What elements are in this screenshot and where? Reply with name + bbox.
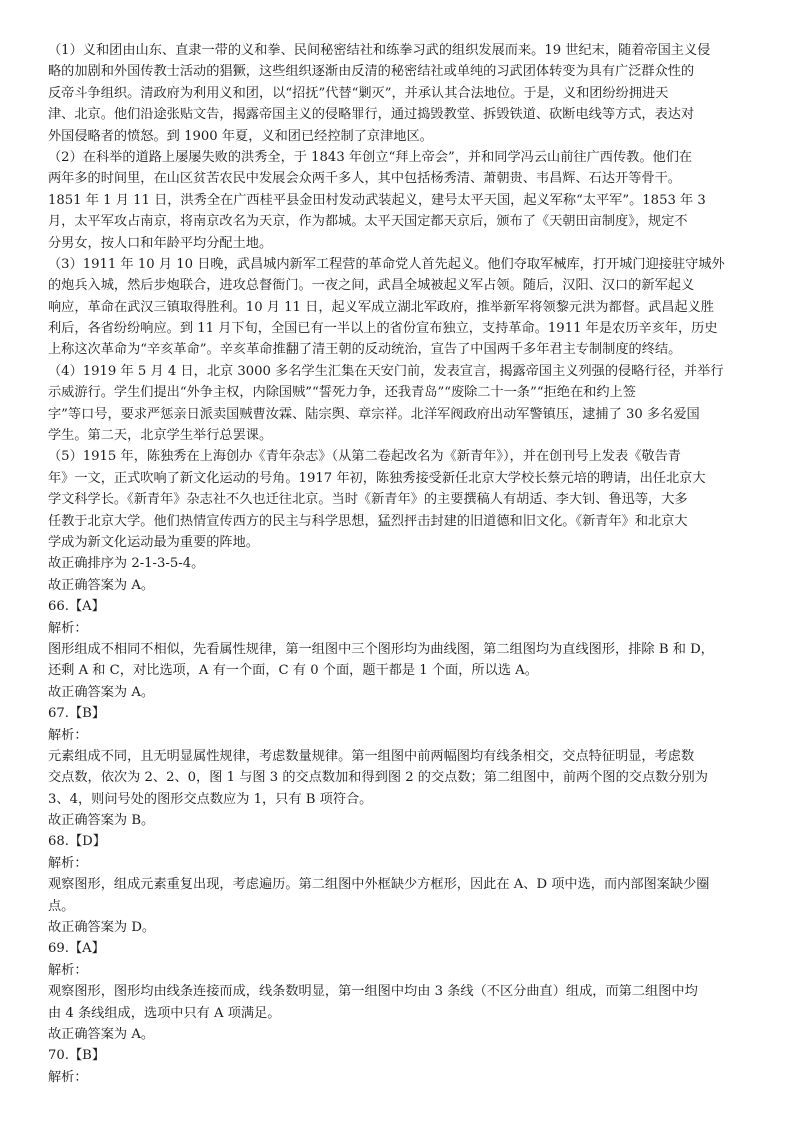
text-line: 上称这次革命为“辛亥革命”。辛亥革命推翻了清王朝的反动统治，宣告了中国两千多年君主专制制度的终结。 (48, 342, 682, 358)
text-line: 任教于北京大学。他们热情宣传西方的民主与科学思想，猛烈抨击封建的旧道德和旧文化。《新青年》和北京大 (48, 513, 688, 529)
text-line: 观察图形，图形均由线条连接而成，线条数明显，第一组图中均由 3 条线（不区分曲直）组成，而第二组图中均 (48, 984, 698, 1000)
text-line: 图形组成不相同不相似，先看属性规律，第一组图中三个图形均为曲线图，第二组图均为直线图形，排除 B 和 D， (48, 641, 714, 657)
text-line: 年》一文，正式吹响了新文化运动的号角。1917 年初，陈独秀接受新任北京大学校长蔡元培的聘请，出任北京大 (48, 470, 706, 486)
text-line: （4）1919 年 5 月 4 日，北京 3000 多名学生汇集在天安门前，发表宣言，揭露帝国主义列强的侵略行径，并举行 (48, 363, 724, 379)
text-line: 学成为新文化运动最为重要的阵地。 (48, 534, 259, 550)
text-line: （3）1911 年 10 月 10 日晚，武昌城内新军工程营的革命党人首先起义。他们夺取军械库，打开城门迎接驻守城外 (48, 256, 725, 272)
text-line: 还剩 A 和 C，对比选项，A 有一个面，C 有 0 个面，题干都是 1 个面，所以选 A。 (48, 663, 538, 679)
text-line: 利后，各省纷纷响应。到 11 月下旬，全国已有一半以上的省份宣布独立，支持革命。1911 年是农历辛亥年，历史 (48, 321, 718, 337)
text-line: 3、4，则问号处的图形交点数应为 1，只有 B 项符合。 (48, 791, 373, 807)
text-line: 外国侵略者的愤怒。到 1900 年夏，义和团已经控制了京津地区。 (48, 128, 433, 144)
text-line: 故正确排序为 2-1-3-5-4。 (48, 556, 205, 572)
text-line: 67.【B】 (48, 706, 106, 722)
text-line: 津、北京。他们沿途张贴文告，揭露帝国主义的侵略罪行，通过捣毁教堂、拆毁铁道、砍断电线等方式，表达对 (48, 107, 695, 123)
text-line: 故正确答案为 B。 (48, 813, 155, 829)
text-line: 示威游行。学生们提出“外争主权，内除国贼”“誓死力争，还我青岛”“废除二十一条”“拒绝在和约上签 (48, 385, 636, 401)
text-line: 两年多的时间里，在山区贫苦农民中发展会众两千多人，其中包括杨秀清、萧朝贵、韦昌辉、石达开等骨干。 (48, 171, 681, 187)
text-line: 解析： (48, 855, 88, 871)
text-line: （5）1915 年，陈独秀在上海创办《青年杂志》（从第二卷起改名为《新青年》），并在创刊号上发表《敬告青 (48, 449, 681, 465)
document-body (48, 40, 770, 1088)
text-line: 交点数，依次为 2、2、0，图 1 与图 3 的交点数加和得到图 2 的交点数；第二组图中，前两个图的交点数分别为 (48, 770, 708, 786)
text-line: 由 4 条线组成，选项中只有 A 项满足。 (48, 1005, 281, 1021)
text-line: 反帝斗争组织。清政府为利用义和团，以“招抚”代替“剿灭”，并承认其合法地位。于是，义和团纷纷拥进天 (48, 85, 669, 101)
text-line: 解析： (48, 962, 88, 978)
text-line: 学文科学长。《新青年》杂志社不久也迁往北京。当时《新青年》的主要撰稿人有胡适、李大钊、鲁迅等，大多 (48, 492, 688, 508)
text-line: 68.【D】 (48, 834, 106, 850)
text-line: 分男女，按人口和年龄平均分配土地。 (48, 235, 273, 251)
text-line: 故正确答案为 A。 (48, 1026, 155, 1042)
text-line: 学生。第二天，北京学生举行总罢课。 (48, 428, 273, 444)
text-line: 响应，革命在武汉三镇取得胜利。10 月 11 日，起义军成立湖北军政府，推举新军将领黎元洪为都督。武昌起义胜 (48, 299, 714, 315)
text-line: 元素组成不同，且无明显属性规律，考虑数量规律。第一组图中前两幅图均有线条相交，交点特征明显，考虑数 (48, 748, 695, 764)
text-line: 69.【A】 (48, 941, 105, 957)
text-line: 70.【B】 (48, 1048, 106, 1064)
text-line: 的炮兵入城，然后步炮联合，进攻总督衙门。一夜之间，武昌全城被起义军占领。随后，汉阳、汉口的新军起义 (48, 278, 695, 294)
text-line: 故正确答案为 A。 (48, 577, 155, 593)
text-line: 解析： (48, 620, 88, 636)
text-line: 故正确答案为 D。 (48, 920, 156, 936)
text-line: 略的加剧和外国传教士活动的猖獗，这些组织逐渐由反清的秘密结社或单纯的习武团体转变为具有广泛群众性的 (48, 64, 695, 80)
text-line: 1851 年 1 月 11 日，洪秀全在广西桂平县金田村发动武装起义，建号太平天国，起义军称“太平军”。1853 年 3 (48, 192, 706, 208)
text-line: 解析： (48, 727, 88, 743)
text-line: 月，太平军攻占南京，将南京改名为天京，作为都城。太平天国定都天京后，颁布了《天朝田亩制度》，规定不 (48, 214, 688, 230)
text-line: 故正确答案为 A。 (48, 684, 155, 700)
text-line: （1）义和团由山东、直隶一带的义和拳、民间秘密结社和练拳习武的组织发展而来。19 世纪末，随着帝国主义侵 (48, 43, 711, 58)
text-line: （2）在科举的道路上屡屡失败的洪秀全，于 1843 年创立“拜上帝会”，并和同学冯云山前往广西传教。他们在 (48, 149, 693, 165)
text-line: 66.【A】 (48, 599, 105, 615)
text-line: 点。 (48, 898, 75, 914)
text-line: 解析： (48, 1069, 88, 1085)
text-line: 观察图形，组成元素重复出现，考虑遍历。第二组图中外框缺少方框形，因此在 A、D 项中选，而内部图案缺少圈 (48, 877, 710, 893)
text-line: 字”等口号，要求严惩亲日派卖国贼曹汝霖、陆宗舆、章宗祥。北洋军阀政府出动军警镇压，逮捕了 30 多名爱国 (48, 406, 700, 422)
